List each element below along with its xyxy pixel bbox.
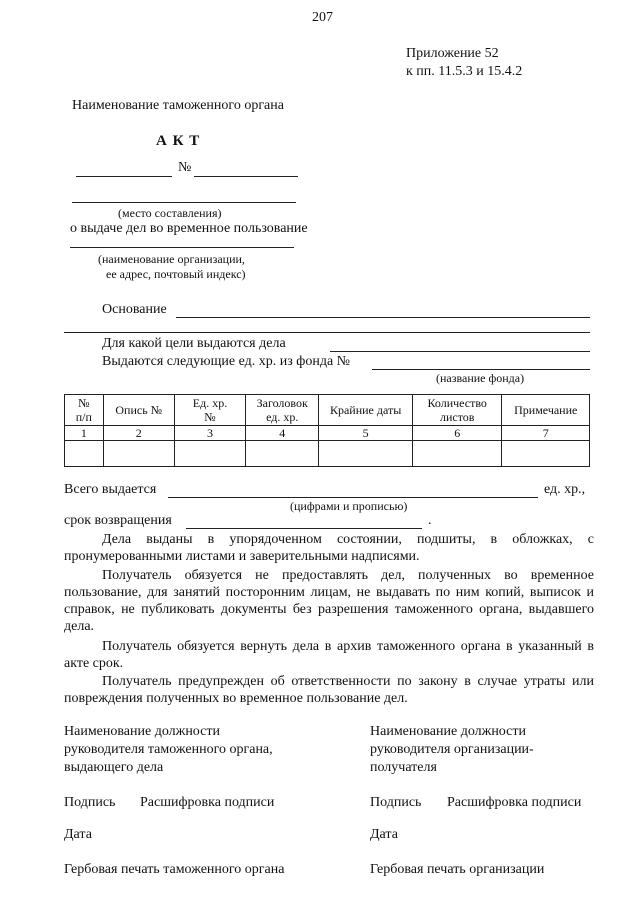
basis-line-2 (64, 332, 590, 333)
fund-line (372, 369, 590, 370)
place-line (72, 202, 296, 203)
paragraph-4: Получатель предупрежден об ответственности по закону в случае утраты или повреждения полученных во временное пользование дел. (64, 674, 594, 706)
purpose-line (330, 351, 590, 352)
number-sign: № (178, 160, 192, 175)
left-decoding-label: Расшифровка подписи (140, 795, 275, 810)
empty-cell (502, 441, 590, 467)
left-sign-title-2: руководителя таможенного органа, (64, 742, 273, 757)
number-cell: 7 (502, 426, 590, 441)
right-date-label: Дата (370, 827, 398, 842)
customs-org-name-label: Наименование таможенного органа (72, 98, 284, 113)
total-label: Всего выдается (64, 482, 157, 497)
right-sign-title-2: руководителя организации- (370, 742, 534, 757)
right-sign-title-3: получателя (370, 760, 437, 775)
empty-cell (246, 441, 319, 467)
fund-caption: (название фонда) (436, 371, 525, 385)
appendix-line-2: к пп. 11.5.3 и 15.4.2 (406, 64, 523, 79)
act-number-line (194, 176, 298, 177)
right-signature-label: Подпись (370, 795, 422, 810)
number-cell: 6 (412, 426, 502, 441)
return-line (186, 528, 422, 529)
header-cell: № п/п (65, 395, 104, 426)
header-cell: Опись № (103, 395, 174, 426)
paragraph-3: Получатель обязуется вернуть дела в архив таможенного органа в указанный в акте срок. (64, 639, 594, 671)
basis-line (176, 317, 590, 318)
right-seal-label: Гербовая печать организации (370, 862, 545, 877)
empty-cell (174, 441, 245, 467)
left-signature-label: Подпись (64, 795, 116, 810)
place-caption: (место составления) (118, 206, 222, 220)
table-header-row (65, 395, 590, 426)
org-caption-1: (наименование организации, (98, 252, 245, 266)
left-seal-label: Гербовая печать таможенного органа (64, 862, 285, 877)
total-unit: ед. хр., (544, 482, 586, 497)
number-cell: 3 (174, 426, 245, 441)
act-date-line (76, 176, 172, 177)
left-sign-title-1: Наименование должности (64, 724, 220, 739)
left-sign-title-3: выдающего дела (64, 760, 164, 775)
header-cell: Ед. хр. № (174, 395, 245, 426)
number-cell: 5 (319, 426, 413, 441)
org-caption-2: ее адрес, почтовый индекс) (106, 267, 246, 281)
number-cell: 4 (246, 426, 319, 441)
return-label: срок возвращения (64, 513, 172, 528)
table-number-row (65, 426, 590, 441)
table-empty-row (65, 441, 590, 467)
empty-cell (412, 441, 502, 467)
header-cell: Примечание (502, 395, 590, 426)
empty-cell (319, 441, 413, 467)
purpose-label: Для какой цели выдаются дела (102, 336, 286, 351)
org-line (70, 247, 294, 248)
paragraph-2: Получатель обязуется не предоставлять дел, полученных во временное пользование, для занятий посторонним лицам, не выдавать по ним копий, выписок и справок, не публиковать документы без разрешения таможенного органа, выдавшего дела. (64, 568, 594, 634)
appendix-line-1: Приложение 52 (406, 46, 499, 61)
empty-cell (65, 441, 104, 467)
paragraph-1: Дела выданы в упорядоченном состоянии, подшиты, в обложках, с пронумерованными листами и заверительными надписями. (64, 532, 594, 564)
basis-label: Основание (102, 302, 167, 317)
header-cell: Заголовок ед. хр. (246, 395, 319, 426)
right-decoding-label: Расшифровка подписи (447, 795, 582, 810)
items-label: Выдаются следующие ед. хр. из фонда № (102, 354, 351, 369)
total-caption: (цифрами и прописью) (290, 499, 408, 513)
page-number: 207 (312, 10, 333, 25)
left-date-label: Дата (64, 827, 92, 842)
total-line (168, 497, 538, 498)
empty-cell (103, 441, 174, 467)
items-table (64, 394, 590, 467)
header-cell: Количество листов (412, 395, 502, 426)
number-cell: 2 (103, 426, 174, 441)
act-subject: о выдаче дел во временное пользование (70, 221, 308, 236)
act-title: А К Т (156, 133, 201, 149)
number-cell: 1 (65, 426, 104, 441)
return-end: . (428, 513, 432, 528)
right-sign-title-1: Наименование должности (370, 724, 526, 739)
header-cell: Крайние даты (319, 395, 413, 426)
